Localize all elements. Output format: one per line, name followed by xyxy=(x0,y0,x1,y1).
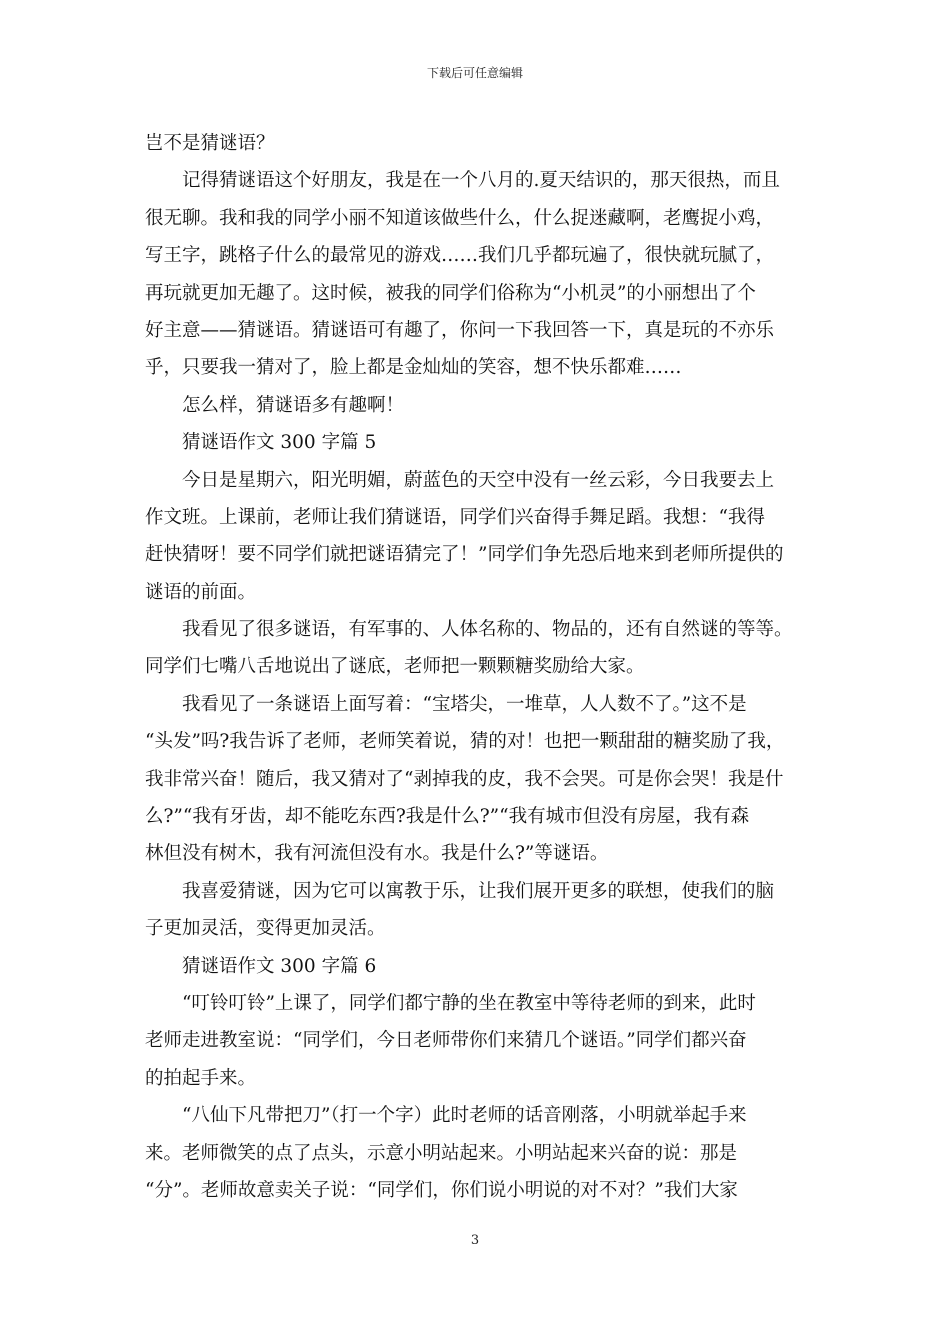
text-line: 么?”“我有牙齿，却不能吃东西?我是什么?”“我有城市但没有房屋，我有森 xyxy=(145,806,750,828)
page-number: 3 xyxy=(470,1233,480,1248)
text-line: 作文班。上课前，老师让我们猜谜语，同学们兴奋得手舞足蹈。我想：“我得 xyxy=(145,506,765,528)
text-line: 同学们七嘴八舌地说出了谜底，老师把一颗颗糖奖励给大家。 xyxy=(145,656,645,678)
document-body xyxy=(145,125,823,1209)
text-line: 子更加灵活，变得更加灵活。 xyxy=(145,918,386,940)
text-line: 我喜爱猜谜，因为它可以寓教于乐，让我们展开更多的联想，使我们的脑 xyxy=(182,880,775,902)
page-header: 下载后可任意编辑 xyxy=(426,66,523,80)
text-line: 写王字，跳格子什么的最常见的游戏……我们几乎都玩遍了，很快就玩腻了， xyxy=(145,245,775,267)
text-line: 记得猜谜语这个好朋友，我是在一个八月的.夏天结识的，那天很热，而且 xyxy=(182,170,780,192)
text-line: 赶快猜呀！要不同学们就把谜语猜完了！”同学们争先恐后地来到老师所提供的 xyxy=(145,544,784,566)
text-line: 老师走进教室说：“同学们，今日老师带你们来猜几个谜语。”同学们都兴奋 xyxy=(145,1030,747,1052)
text-line: 乎，只要我一猜对了，脸上都是金灿灿的笑容，想不快乐都难…… xyxy=(145,357,682,379)
text-line: 再玩就更加无趣了。这时候，被我的同学们俗称为“小机灵”的小丽想出了个 xyxy=(145,282,756,304)
text-line: 的拍起手来。 xyxy=(145,1067,257,1089)
text-line: 很无聊。我和我的同学小丽不知道该做些什么，什么捉迷藏啊，老鹰捉小鸡， xyxy=(145,207,775,229)
text-line: “头发”吗?我告诉了老师，老师笑着说，猜的对！也把一颗甜甜的糖奖励了我， xyxy=(145,731,785,753)
text-line: 我看见了很多谜语，有军事的、人体名称的、物品的，还有自然谜的等等。 xyxy=(182,619,793,641)
text-line: “叮铃叮铃”上课了，同学们都宁静的坐在教室中等待老师的到来，此时 xyxy=(182,992,756,1014)
text-line: 今日是星期六，阳光明媚，蔚蓝色的天空中没有一丝云彩，今日我要去上 xyxy=(182,469,775,491)
text-line: “八仙下凡带把刀”（打一个字）此时老师的话音刚落，小明就举起手来 xyxy=(182,1105,747,1127)
text-line: 猜谜语作文 300 字篇 5 xyxy=(182,432,377,454)
text-line: 猜谜语作文 300 字篇 6 xyxy=(182,955,377,977)
text-line: 来。老师微笑的点了点头，示意小明站起来。小明站起来兴奋的说：那是 xyxy=(145,1142,738,1164)
text-line: 谜语的前面。 xyxy=(145,581,257,603)
text-line: 我看见了一条谜语上面写着：“宝塔尖，一堆草，人人数不了。”这不是 xyxy=(182,693,747,715)
text-line: 我非常兴奋！随后，我又猜对了“剥掉我的皮，我不会哭。可是你会哭！我是什 xyxy=(145,768,784,790)
text-line: 好主意——猜谜语。猜谜语可有趣了，你问一下我回答一下，真是玩的不亦乐 xyxy=(145,319,775,341)
text-line: 怎么样，猜谜语多有趣啊！ xyxy=(182,394,405,416)
text-line: 岂不是猜谜语？ xyxy=(145,133,275,154)
text-line: 林但没有树木，我有河流但没有水。我是什么?”等谜语。 xyxy=(145,843,609,865)
text-line: “分”。老师故意卖关子说：“同学们，你们说小明说的对不对？”我们大家 xyxy=(145,1179,738,1201)
